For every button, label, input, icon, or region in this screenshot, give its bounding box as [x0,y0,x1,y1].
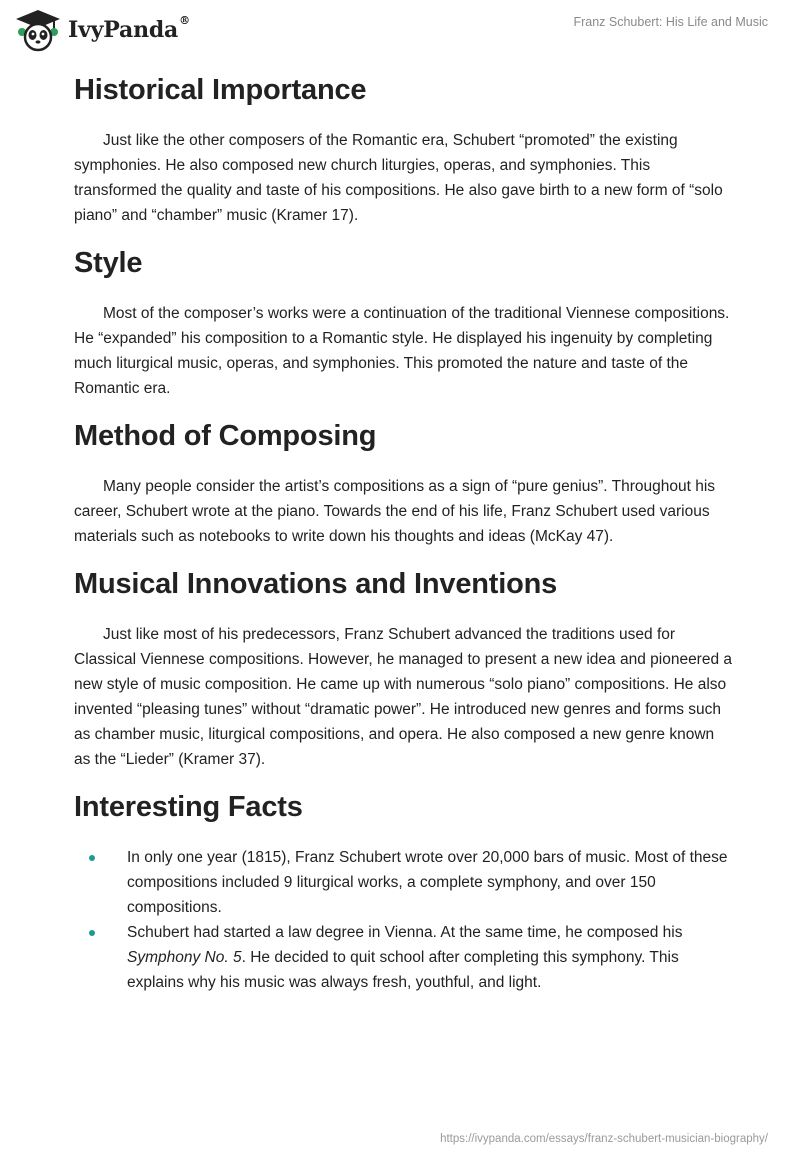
list-item [74,845,734,920]
essay-content [74,70,734,1010]
section-heading: Historical Importance [74,74,367,106]
section-heading: Style [74,247,143,279]
section-style [74,243,734,401]
source-url[interactable]: https://ivypanda.com/essays/franz-schubert-musician-biography/ [440,1133,768,1145]
section-historical-importance [74,70,734,228]
logo-wordmark [68,14,190,43]
section-heading: Interesting Facts [74,791,303,823]
section-paragraph: Just like the other composers of the Romantic era, Schubert “promoted” the existing symphonies. He also composed new church liturgies, operas, and symphonies. This transformed the quality and taste of his compositions. He also gave birth to a new form of “solo piano” and “chamber” music (Kramer 17). [74,132,723,224]
registered-mark: ® [179,14,190,27]
fact-text: In only one year (1815), Franz Schubert wrote over 20,000 bars of music. Most of these compositions included 9 liturgical works, a complete symphony, and over 150 compositions. [127,849,728,916]
section-paragraph: Just like most of his predecessors, Franz Schubert advanced the traditions used for Classical Viennese compositions. However, he managed to present a new idea and pioneered a new style of music composition. He came up with numerous “solo piano” compositions. He also invented “pleasing tunes” without “dramatic power”. He introduced new genres and forms such as chamber music, liturgical compositions, and opera. He also composed a new genre known as the “Lieder” (Kramer 37). [74,626,733,768]
facts-list [74,845,734,995]
section-musical-innovations [74,564,734,772]
section-heading: Musical Innovations and Inventions [74,568,558,600]
document-title: Franz Schubert: His Life and Music [573,15,768,29]
section-method-of-composing [74,416,734,549]
fact-text-before: Schubert had started a law degree in Vienna. At the same time, he composed his [127,924,683,941]
logo-text: IvyPanda [68,17,179,43]
fact-text-after: . He decided to quit school after completing this symphony. This explains why his music was always fresh, youthful, and light. [127,949,679,991]
list-item [74,920,734,995]
symphony-title: Symphony No. 5 [127,949,242,966]
panda-graduate-icon [14,8,62,52]
section-heading: Method of Composing [74,420,377,452]
bullet-dot-icon [89,930,95,936]
section-paragraph: Most of the composer’s works were a continuation of the traditional Viennese compositions. He “expanded” his composition to a Romantic style. He displayed his ingenuity by completing much liturgical music, operas, and symphonies. This promoted the nature and taste of the Romantic era. [74,305,730,397]
ivypanda-logo[interactable] [14,8,190,52]
bullet-dot-icon [89,855,95,861]
section-paragraph: Many people consider the artist’s compositions as a sign of “pure genius”. Throughout his career, Schubert wrote at the piano. Towards the end of his life, Franz Schubert used various materials such as notebooks to write down his thoughts and ideas (McKay 47). [74,478,716,545]
section-interesting-facts [74,787,734,995]
